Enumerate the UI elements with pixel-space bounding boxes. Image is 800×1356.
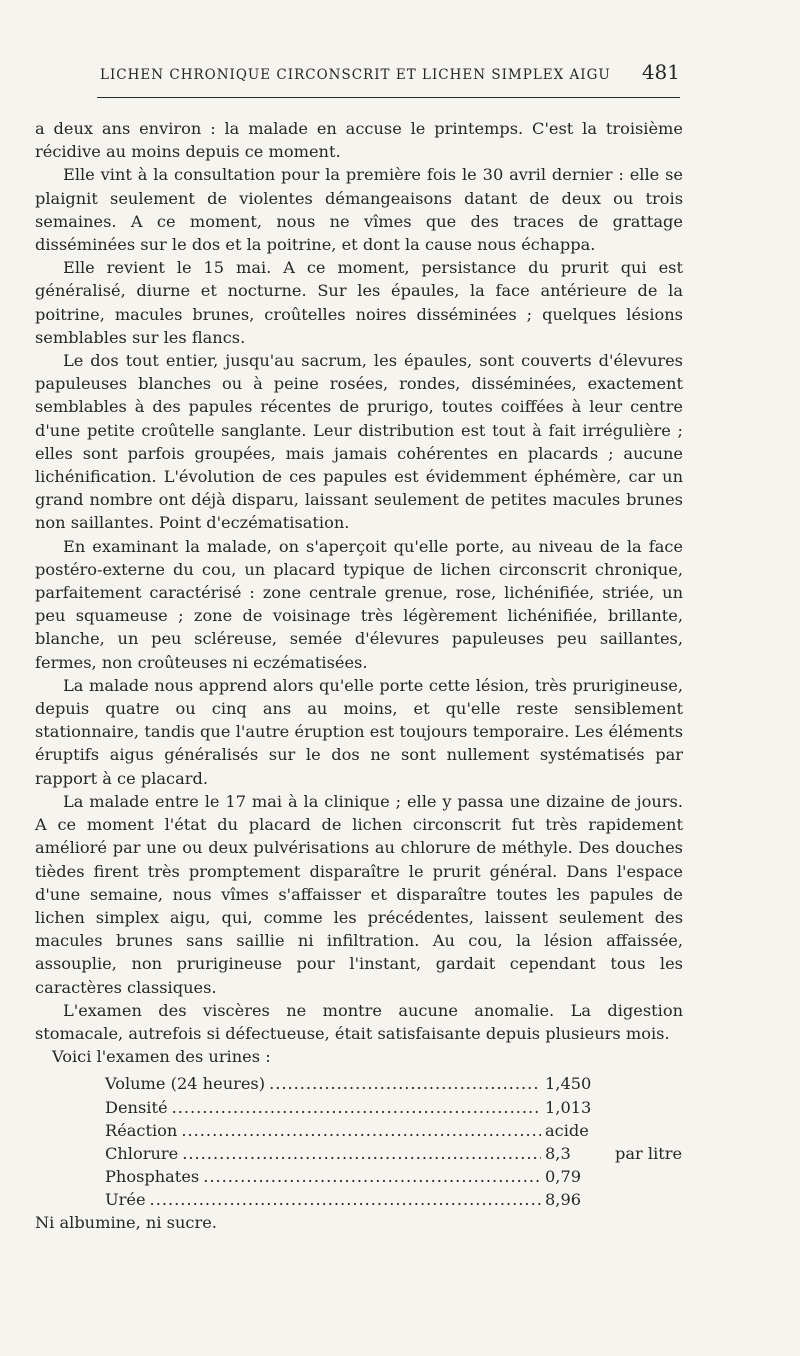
table-row <box>105 1142 683 1165</box>
row-value: 1,013 <box>545 1097 592 1117</box>
dot-leader <box>182 1142 541 1165</box>
dot-leader <box>172 1096 541 1119</box>
header-rule <box>97 97 680 98</box>
row-label: Densité <box>105 1097 168 1117</box>
paragraph: Elle revient le 15 mai. A ce moment, persistance du prurit qui est généralisé, diurne et nocturne. Sur les épaules, la face antérieure de la poitrine, macules brunes, croûtelles noires disséminées ; quelques lésions semblables sur les flancs. <box>35 258 683 347</box>
page-header <box>100 60 680 84</box>
row-value: 1,450 <box>545 1074 592 1094</box>
row-value: 0,79 <box>545 1167 582 1187</box>
urine-analysis-table <box>105 1072 683 1211</box>
row-value: 8,3 <box>545 1143 571 1163</box>
table-row <box>105 1188 675 1211</box>
row-label: Phosphates <box>105 1167 200 1187</box>
paragraph: L'examen des viscères ne montre aucune anomalie. La digestion stomacale, autrefois si défectueuse, était satisfaisante depuis plusieurs mois. <box>35 1000 683 1043</box>
page-body <box>35 117 683 1235</box>
table-row <box>105 1072 675 1095</box>
running-title: LICHEN CHRONIQUE CIRCONSCRIT ET LICHEN SIMPLEX AIGU <box>100 67 611 83</box>
row-label: Chlorure <box>105 1143 179 1163</box>
table-row <box>105 1096 675 1119</box>
dot-leader <box>269 1072 541 1095</box>
paragraph: Le dos tout entier, jusqu'au sacrum, les épaules, sont couverts d'élevures papuleuses blanches ou à peine rosées, rondes, disséminées, exactement semblables à des papules récentes de prurigo, toutes coiffées à leur centre d'une petite croûtelle sanglante. Leur distribution est tout à fait irrégulière ; elles sont parfois groupées, mais jamais cohérentes en placards ; aucune lichénification. L'évolution de ces papules est évidemment éphémère, car un grand nombre ont déjà disparu, laissant seulement de petites macules brunes non saillantes. Point d'eczématisation. <box>35 351 683 533</box>
table-row <box>105 1165 675 1188</box>
paragraph: En examinant la malade, on s'aperçoit qu'elle porte, au niveau de la face postéro-externe du cou, un placard typique de lichen circonscrit chronique, parfaitement caractérisé : zone centrale grenue, rose, lichénifiée, striée, un peu squameuse ; zone de voisinage très légèrement lichénifiée, brillante, blanche, un peu scléreuse, semée d'élevures papuleuses peu saillantes, fermes, non croûteuses ni eczématisées. <box>35 536 683 672</box>
row-label: Volume (24 heures) <box>105 1074 266 1094</box>
closing-line: Ni albumine, ni sucre. <box>35 1213 217 1233</box>
row-value: 8,96 <box>545 1190 582 1210</box>
row-unit: par litre <box>615 1143 683 1163</box>
row-value: acide <box>545 1120 589 1140</box>
table-row <box>105 1119 675 1142</box>
dot-leader <box>150 1188 541 1211</box>
urine-intro: Voici l'examen des urines : <box>52 1047 271 1067</box>
page-number: 481 <box>641 60 680 84</box>
paragraph: La malade nous apprend alors qu'elle porte cette lésion, très prurigineuse, depuis quatre ou cinq ans au moins, et qu'elle reste sensiblement stationnaire, tandis que l'autre éruption est toujours temporaire. Les éléments éruptifs aigus généralisés sur le dos ne sont nullement systématisés par rapport à ce placard. <box>35 675 683 788</box>
paragraph: La malade entre le 17 mai à la clinique ; elle y passa une dizaine de jours. A ce moment l'état du placard de lichen circonscrit fut très rapidement amélioré par une ou deux pulvérisations au chlorure de méthyle. Des douches tièdes firent très promptement disparaître le prurit général. Dans l'espace d'une semaine, nous vîmes s'affaisser et disparaître toutes les papules de lichen simplex aigu, qui, comme les précédentes, laissent seulement des macules brunes sans saillie ni infiltration. Au cou, la lésion affaissée, assouplie, non prurigineuse pour l'instant, gardait cependant tous les caractères classiques. <box>35 791 683 997</box>
dot-leader <box>181 1119 541 1142</box>
paragraph-continued: a deux ans environ : la malade en accuse le printemps. C'est la troisième récidive au moins depuis ce moment. <box>35 119 683 162</box>
paragraph: Elle vint à la consultation pour la première fois le 30 avril dernier : elle se plaignit seulement de violentes démangeaisons datant de deux ou trois semaines. A ce moment, nous ne vîmes que des traces de grattage disséminées sur le dos et la poitrine, et dont la cause nous échappa. <box>35 165 683 255</box>
dot-leader <box>203 1165 541 1188</box>
row-label: Réaction <box>105 1120 178 1140</box>
row-label: Urée <box>105 1190 146 1210</box>
